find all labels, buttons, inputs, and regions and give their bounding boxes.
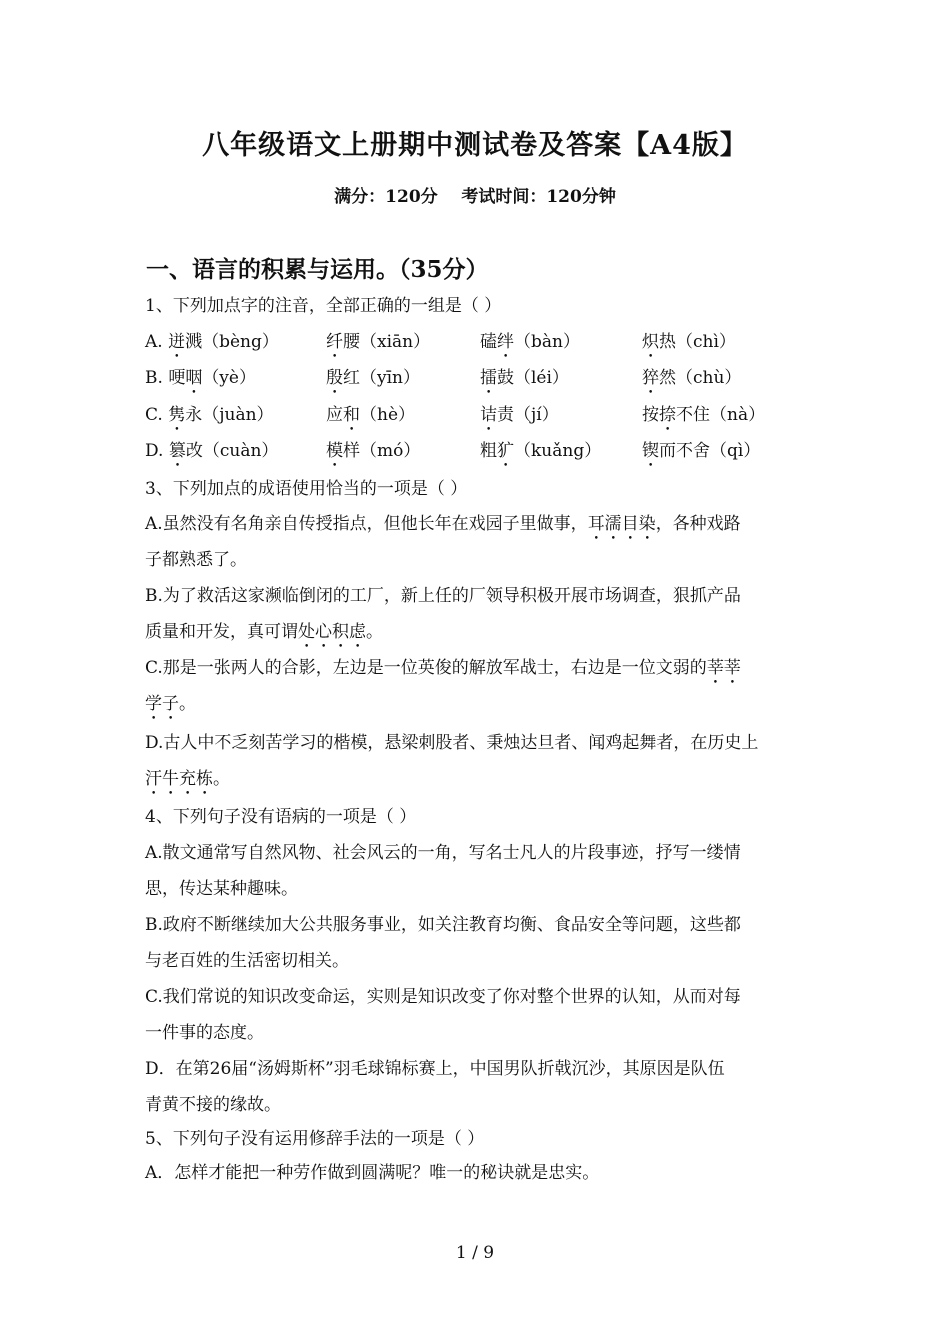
dotted-char: 殷: [326, 368, 343, 388]
question-4-stem: 4、下列句子没有语病的一项是（ ）: [145, 807, 417, 827]
q1-d-item-1: [145, 439, 278, 471]
q3-option-a-line-2: 子都熟悉了。: [145, 550, 247, 570]
plain-text: （bàn）: [514, 332, 580, 352]
option-label: B.: [145, 368, 169, 388]
plain-text: 样（mó）: [343, 441, 421, 461]
q1-d-item-3: [480, 439, 601, 471]
q1-c-item-3: [480, 403, 559, 435]
q4-option-d-line-2: 青黄不接的缘故。: [145, 1095, 281, 1115]
dotted-char: 纤: [326, 332, 343, 352]
q1-d-item-2: [326, 439, 420, 471]
question-3-stem: 3、下列加点的成语使用恰当的一项是（ ）: [145, 479, 468, 499]
q1-option-b: [145, 366, 810, 390]
dotted-idiom: 耳濡目染: [587, 514, 656, 534]
plain-text: （yè）: [202, 368, 256, 388]
dotted-char: 迸: [168, 332, 186, 352]
q1-d-item-4: [642, 439, 760, 471]
plain-text: 。: [213, 769, 230, 789]
plain-text: 然（chù）: [659, 368, 742, 388]
q1-option-d: [145, 439, 810, 463]
option-label: A.: [145, 332, 169, 352]
q1-b-item-3: [480, 366, 569, 398]
q4-option-c-line-2: 一件事的态度。: [145, 1023, 264, 1043]
dotted-char: 擂: [480, 368, 497, 388]
plain-text: 责（jí）: [497, 405, 559, 425]
q4-option-b-line-2: 与老百姓的生活密切相关。: [145, 951, 349, 971]
q4-option-d-line-1: D．在第26届“汤姆斯杯”羽毛球锦标赛上，中国男队折戟沉沙，其原因是队伍: [145, 1059, 725, 1079]
plain-text: A.虽然没有名角亲自传授指点，但他长年在戏园子里做事，: [145, 514, 588, 534]
plain-text: 磕: [480, 332, 497, 352]
plain-text: 粗: [480, 441, 497, 461]
dotted-idiom: 汗牛充栋: [145, 769, 213, 789]
q4-option-a-line-2: 思，传达某种趣味。: [145, 879, 298, 899]
question-5-stem: 5、下列句子没有运用修辞手法的一项是（ ）: [145, 1129, 485, 1149]
q1-b-item-1: [145, 366, 256, 398]
q1-c-item-4: [642, 403, 765, 435]
dotted-char: 和: [343, 405, 360, 425]
q1-b-item-4: [642, 366, 741, 398]
page-number: 1 / 9: [455, 1243, 495, 1263]
plain-text: 。: [179, 694, 196, 714]
q3-option-d-line-1: D.古人中不乏刻苦学习的楷模，悬梁刺股者、秉烛达旦者、闻鸡起舞者，在历史上: [145, 733, 759, 753]
plain-text: 红（yīn）: [343, 368, 420, 388]
q1-option-c: [145, 403, 810, 427]
dotted-char: 猝: [642, 368, 659, 388]
dotted-idiom: 学子: [145, 694, 179, 714]
dotted-char: 模: [326, 441, 343, 461]
dotted-char: 咽: [185, 368, 203, 388]
q1-a-item-4: [642, 330, 736, 362]
plain-text: 应: [326, 405, 343, 425]
q4-option-c-line-1: C.我们常说的知识改变命运，实则是知识改变了你对整个世界的认知，从而对每: [145, 987, 741, 1007]
q3-option-b-line-1: B.为了救活这家濒临倒闭的工厂，新上任的厂领导积极开展市场调查，狠抓产品: [145, 586, 741, 606]
plain-text: 鼓（léi）: [497, 368, 569, 388]
exam-info: 满分：120分 考试时间：120分钟: [334, 187, 616, 207]
plain-text: 质量和开发，真可谓: [145, 622, 298, 642]
q1-a-item-3: [480, 330, 580, 362]
dotted-idiom: 处心积虑: [298, 622, 366, 642]
plain-text: 而不舍（qì）: [659, 441, 761, 461]
plain-text: 热（chì）: [659, 332, 736, 352]
q3-option-b-line-2: [145, 620, 810, 652]
plain-text: 不住（nà）: [676, 405, 766, 425]
plain-text: （kuǎng）: [514, 441, 602, 461]
dotted-char: 锲: [642, 441, 659, 461]
dotted-char: 捺: [659, 405, 676, 425]
q3-option-c-line-2: [145, 692, 810, 724]
q1-b-item-2: [326, 366, 420, 398]
q3-option-d-line-2: [145, 767, 810, 799]
q1-c-item-1: [145, 403, 274, 435]
q4-option-a-line-1: A.散文通常写自然风物、社会风云的一角，写名士凡人的片段事迹，抒写一缕情: [145, 843, 741, 863]
option-label: C.: [145, 405, 169, 425]
plain-text: 。: [366, 622, 383, 642]
option-label: D.: [145, 441, 169, 461]
plain-text: （hè）: [360, 405, 416, 425]
plain-text: ，各种戏路: [655, 514, 741, 534]
q4-option-b-line-1: B.政府不断继续加大公共服务事业，如关注教育均衡、食品安全等问题，这些都: [145, 915, 741, 935]
plain-text: 永（juàn）: [185, 405, 274, 425]
dotted-char: 炽: [642, 332, 659, 352]
plain-text: 腰（xiān）: [343, 332, 431, 352]
plain-text: C.那是一张两人的合影，左边是一位英俊的解放军战士，右边是一位文弱的: [145, 658, 707, 678]
q3-option-a-line-1: [145, 512, 810, 544]
q5-option-a-line-1: A．怎样才能把一种劳作做到圆满呢？唯一的秘诀就是忠实。: [145, 1163, 600, 1183]
plain-text: 溅（bèng）: [185, 332, 279, 352]
question-1-stem: 1、下列加点字的注音，全部正确的一组是（ ）: [145, 296, 502, 316]
q1-a-item-1: [145, 330, 279, 362]
dotted-idiom: 莘莘: [706, 658, 741, 678]
dotted-char: 绊: [497, 332, 514, 352]
q1-c-item-2: [326, 403, 415, 435]
q3-option-c-line-1: [145, 656, 810, 688]
plain-text: 按: [642, 405, 659, 425]
section-heading: 一、语言的积累与运用。（35分）: [146, 256, 489, 283]
dotted-char: 篡: [168, 441, 186, 461]
plain-text: 改（cuàn）: [185, 441, 279, 461]
q1-a-item-2: [326, 330, 430, 362]
dotted-char: 隽: [168, 405, 186, 425]
plain-text: 哽: [168, 368, 186, 388]
dotted-char: 犷: [497, 441, 514, 461]
dotted-char: 诘: [480, 405, 497, 425]
page-title: 八年级语文上册期中测试卷及答案【A4版】: [202, 130, 748, 161]
q1-option-a: [145, 330, 810, 354]
